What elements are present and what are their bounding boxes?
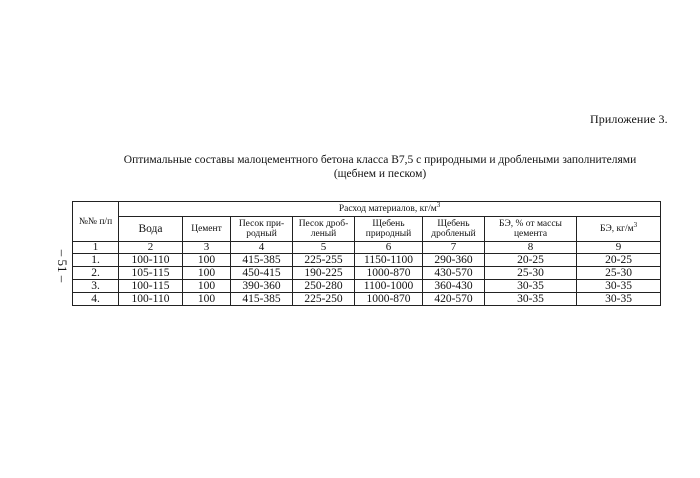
column-number-row	[73, 242, 661, 254]
header-be-kg	[577, 217, 661, 242]
table-cell: 30-35	[577, 280, 661, 293]
table-row	[73, 267, 661, 280]
header-be-percent: БЭ, % от массы цемента	[485, 217, 577, 242]
table-cell: 415-385	[231, 293, 293, 306]
table-cell: 1150-1100	[355, 254, 423, 267]
mix-composition-table	[72, 201, 661, 306]
header-materials-group	[119, 202, 661, 217]
table-cell: 3.	[73, 280, 119, 293]
table-cell: 20-25	[577, 254, 661, 267]
table-cell: 250-280	[293, 280, 355, 293]
header-be-kg-sup: 3	[633, 220, 638, 229]
column-number: 4	[231, 242, 293, 254]
table-cell: 100	[183, 280, 231, 293]
table-cell: 30-35	[485, 280, 577, 293]
table-row	[73, 280, 661, 293]
table-cell: 1.	[73, 254, 119, 267]
table-cell: 190-225	[293, 267, 355, 280]
page-number: – 51 –	[55, 249, 70, 283]
table-cell: 30-35	[485, 293, 577, 306]
table-subheader-row	[73, 217, 661, 242]
column-number: 1	[73, 242, 119, 254]
table-cell: 2.	[73, 267, 119, 280]
table-header-row	[73, 202, 661, 217]
table-cell: 290-360	[423, 254, 485, 267]
table-cell: 1100-1000	[355, 280, 423, 293]
table-cell: 1000-870	[355, 293, 423, 306]
table-cell: 100	[183, 267, 231, 280]
table-cell: 430-570	[423, 267, 485, 280]
table-cell: 100-110	[119, 254, 183, 267]
table-cell: 100-110	[119, 293, 183, 306]
header-natural-sand: Песок при-родный	[231, 217, 293, 242]
column-number: 7	[423, 242, 485, 254]
column-number: 8	[485, 242, 577, 254]
column-number: 2	[119, 242, 183, 254]
table-cell: 100	[183, 293, 231, 306]
document-title	[100, 153, 660, 181]
appendix-label: Приложение 3.	[590, 112, 668, 126]
table-row	[73, 293, 661, 306]
header-materials-label: Расход материалов, кг/м	[338, 204, 437, 214]
column-number: 6	[355, 242, 423, 254]
table-cell: 100	[183, 254, 231, 267]
table-cell: 25-30	[485, 267, 577, 280]
column-number: 5	[293, 242, 355, 254]
title-line-1: Оптимальные составы малоцементного бетона класса В7,5 с природными и дроблеными заполнителями	[123, 154, 637, 166]
header-cement: Цемент	[183, 217, 231, 242]
table-cell: 25-30	[577, 267, 661, 280]
header-water: Вода	[119, 217, 183, 242]
table-cell: 20-25	[485, 254, 577, 267]
table-cell: 1000-870	[355, 267, 423, 280]
table-cell: 390-360	[231, 280, 293, 293]
table-cell: 415-385	[231, 254, 293, 267]
header-materials-unit-sup: 3	[436, 200, 441, 209]
header-natural-gravel: Щебень природный	[355, 217, 423, 242]
table-cell: 225-250	[293, 293, 355, 306]
table-cell: 225-255	[293, 254, 355, 267]
title-line-2: (щебнем и песком)	[333, 168, 427, 180]
table-cell: 4.	[73, 293, 119, 306]
table-row	[73, 254, 661, 267]
table-cell: 420-570	[423, 293, 485, 306]
table-cell: 360-430	[423, 280, 485, 293]
table-cell: 30-35	[577, 293, 661, 306]
header-crushed-sand: Песок дроб-леный	[293, 217, 355, 242]
table-cell: 100-115	[119, 280, 183, 293]
column-number: 3	[183, 242, 231, 254]
header-be-kg-label: БЭ, кг/м	[599, 224, 634, 234]
table-cell: 105-115	[119, 267, 183, 280]
table-cell: 450-415	[231, 267, 293, 280]
column-number: 9	[577, 242, 661, 254]
header-crushed-gravel: Щебень дробленый	[423, 217, 485, 242]
header-row-number: №№ п/п	[73, 202, 119, 242]
